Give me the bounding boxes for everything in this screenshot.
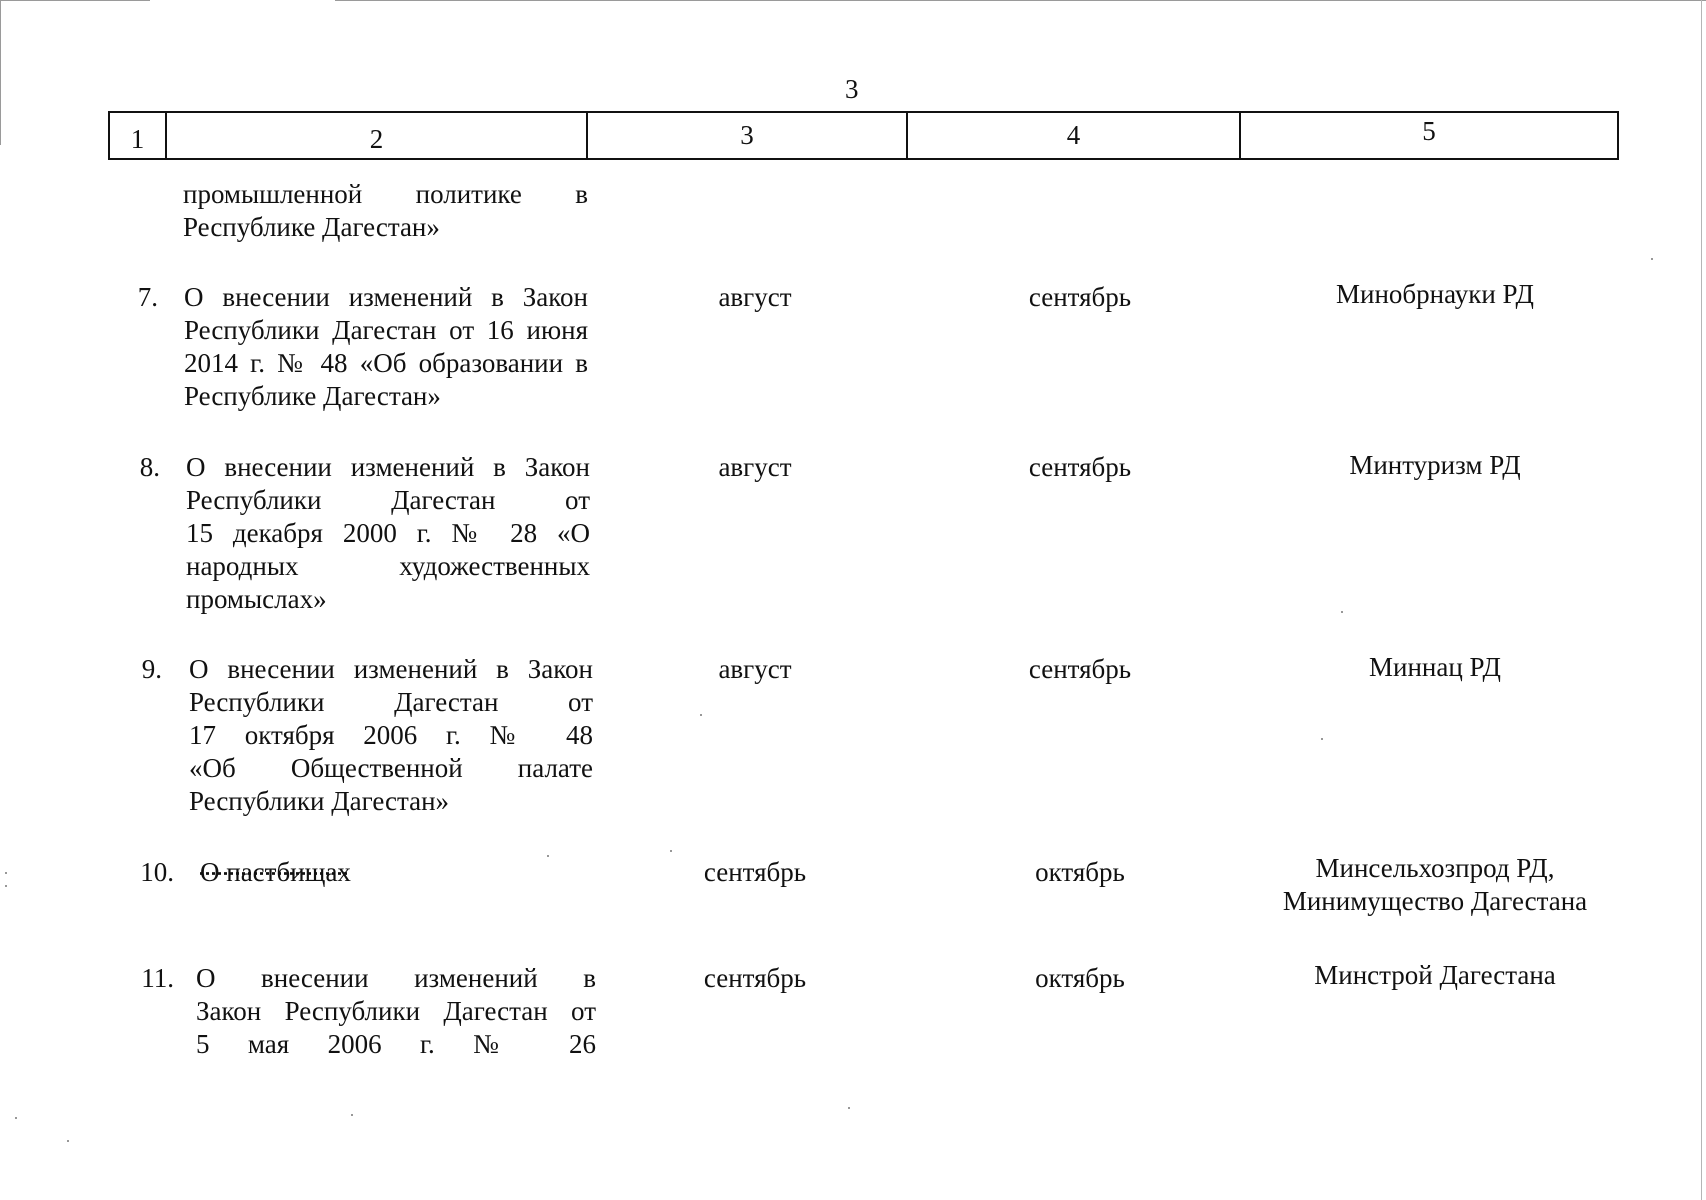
agency-line: Минимущество Дагестана [1282,886,1588,916]
row-number: 7. [137,282,158,312]
column-header-5: 5 [1422,116,1436,146]
law-title [184,281,588,413]
scan-speck [1321,738,1323,740]
end-month: сентябрь [1028,654,1132,684]
start-month: август [718,282,792,312]
law-title [183,178,588,244]
agency-line: Минтуризм РД [1349,450,1521,480]
start-month: сентябрь [703,857,807,887]
law-title-line: 5 мая 2006 г. № 26 [196,1029,596,1059]
column-header-4: 4 [1066,120,1081,150]
start-month: сентябрь [703,963,807,993]
law-title-line: Республики Дагестан» [189,786,450,816]
scan-speck [5,885,7,887]
responsible-agency [1255,651,1615,684]
row-number: 10. [140,857,174,887]
law-title-line: Республике Дагестан» [183,212,440,242]
agency-line: Минстрой Дагестана [1314,960,1556,990]
end-month: сентябрь [1028,282,1132,312]
scan-speck [848,1107,850,1109]
law-title-line: Республики Дагестан от 16 июня [184,315,588,345]
end-month: октябрь [1035,857,1125,887]
scan-speck [670,850,672,852]
scan-speck [5,872,7,874]
end-month: октябрь [1035,963,1125,993]
scan-speck [1651,258,1653,260]
row-number: 9. [141,654,162,684]
law-title [186,451,590,616]
law-title-line: О внесении изменений в Закон [184,282,588,312]
column-header-1: 1 [130,124,145,154]
law-title-line: О внесении изменений в Закон [186,452,590,482]
page-number: 3 [845,74,859,104]
scan-edge [0,0,1,145]
scan-speck [351,1114,353,1116]
agency-line: Минобрнауки РД [1336,279,1534,309]
scan-speck [1341,611,1343,613]
law-title-line: «Об Общественной палате [189,753,593,783]
responsible-agency [1255,959,1615,992]
scan-edge [1701,0,1702,1200]
scan-speck [547,855,549,857]
law-title-line: 15 декабря 2000 г. № 28 «О [186,518,590,548]
responsible-agency [1255,852,1615,918]
scan-speck [700,714,702,716]
law-title-line: Закон Республики Дагестан от [196,996,596,1026]
column-header-table [108,104,1619,160]
law-title-line: Республике Дагестан» [184,381,441,411]
law-title [200,856,600,889]
responsible-agency [1255,278,1615,311]
law-title-line: промышленной политике в [183,179,588,209]
law-title-line: О пастбищах [200,857,351,887]
row-number: 11. [141,963,174,993]
law-title-line: О внесении изменений в [196,963,596,993]
law-title-line: промыслах» [186,584,327,614]
table-border-top [108,111,1619,113]
law-title [196,962,596,1061]
row-number: 8. [139,452,160,482]
law-title-line: Республики Дагестан от [189,687,593,717]
law-title-line: 2014 г. № 48 «Об образовании в [184,348,588,378]
scan-speck [15,1117,17,1119]
law-title-line: О внесении изменений в Закон [189,654,593,684]
agency-line: Минсельхозпрод РД, [1315,853,1555,883]
column-header-3: 3 [740,120,754,150]
table-divider [1617,111,1619,160]
start-month: август [718,654,792,684]
scan-edge [0,0,150,1]
end-month: сентябрь [1028,452,1132,482]
scan-speck [67,1140,69,1142]
law-title-line: Республики Дагестан от [186,485,590,515]
table-border-bottom [108,158,1619,160]
law-title-line: 17 октября 2006 г. № 48 [189,720,593,750]
scan-edge [335,0,1706,1]
law-title [189,653,593,818]
agency-line: Миннац РД [1369,652,1501,682]
law-title-line: народных художественных [186,551,590,581]
column-header-2: 2 [369,124,384,154]
responsible-agency [1255,449,1615,482]
start-month: август [718,452,792,482]
